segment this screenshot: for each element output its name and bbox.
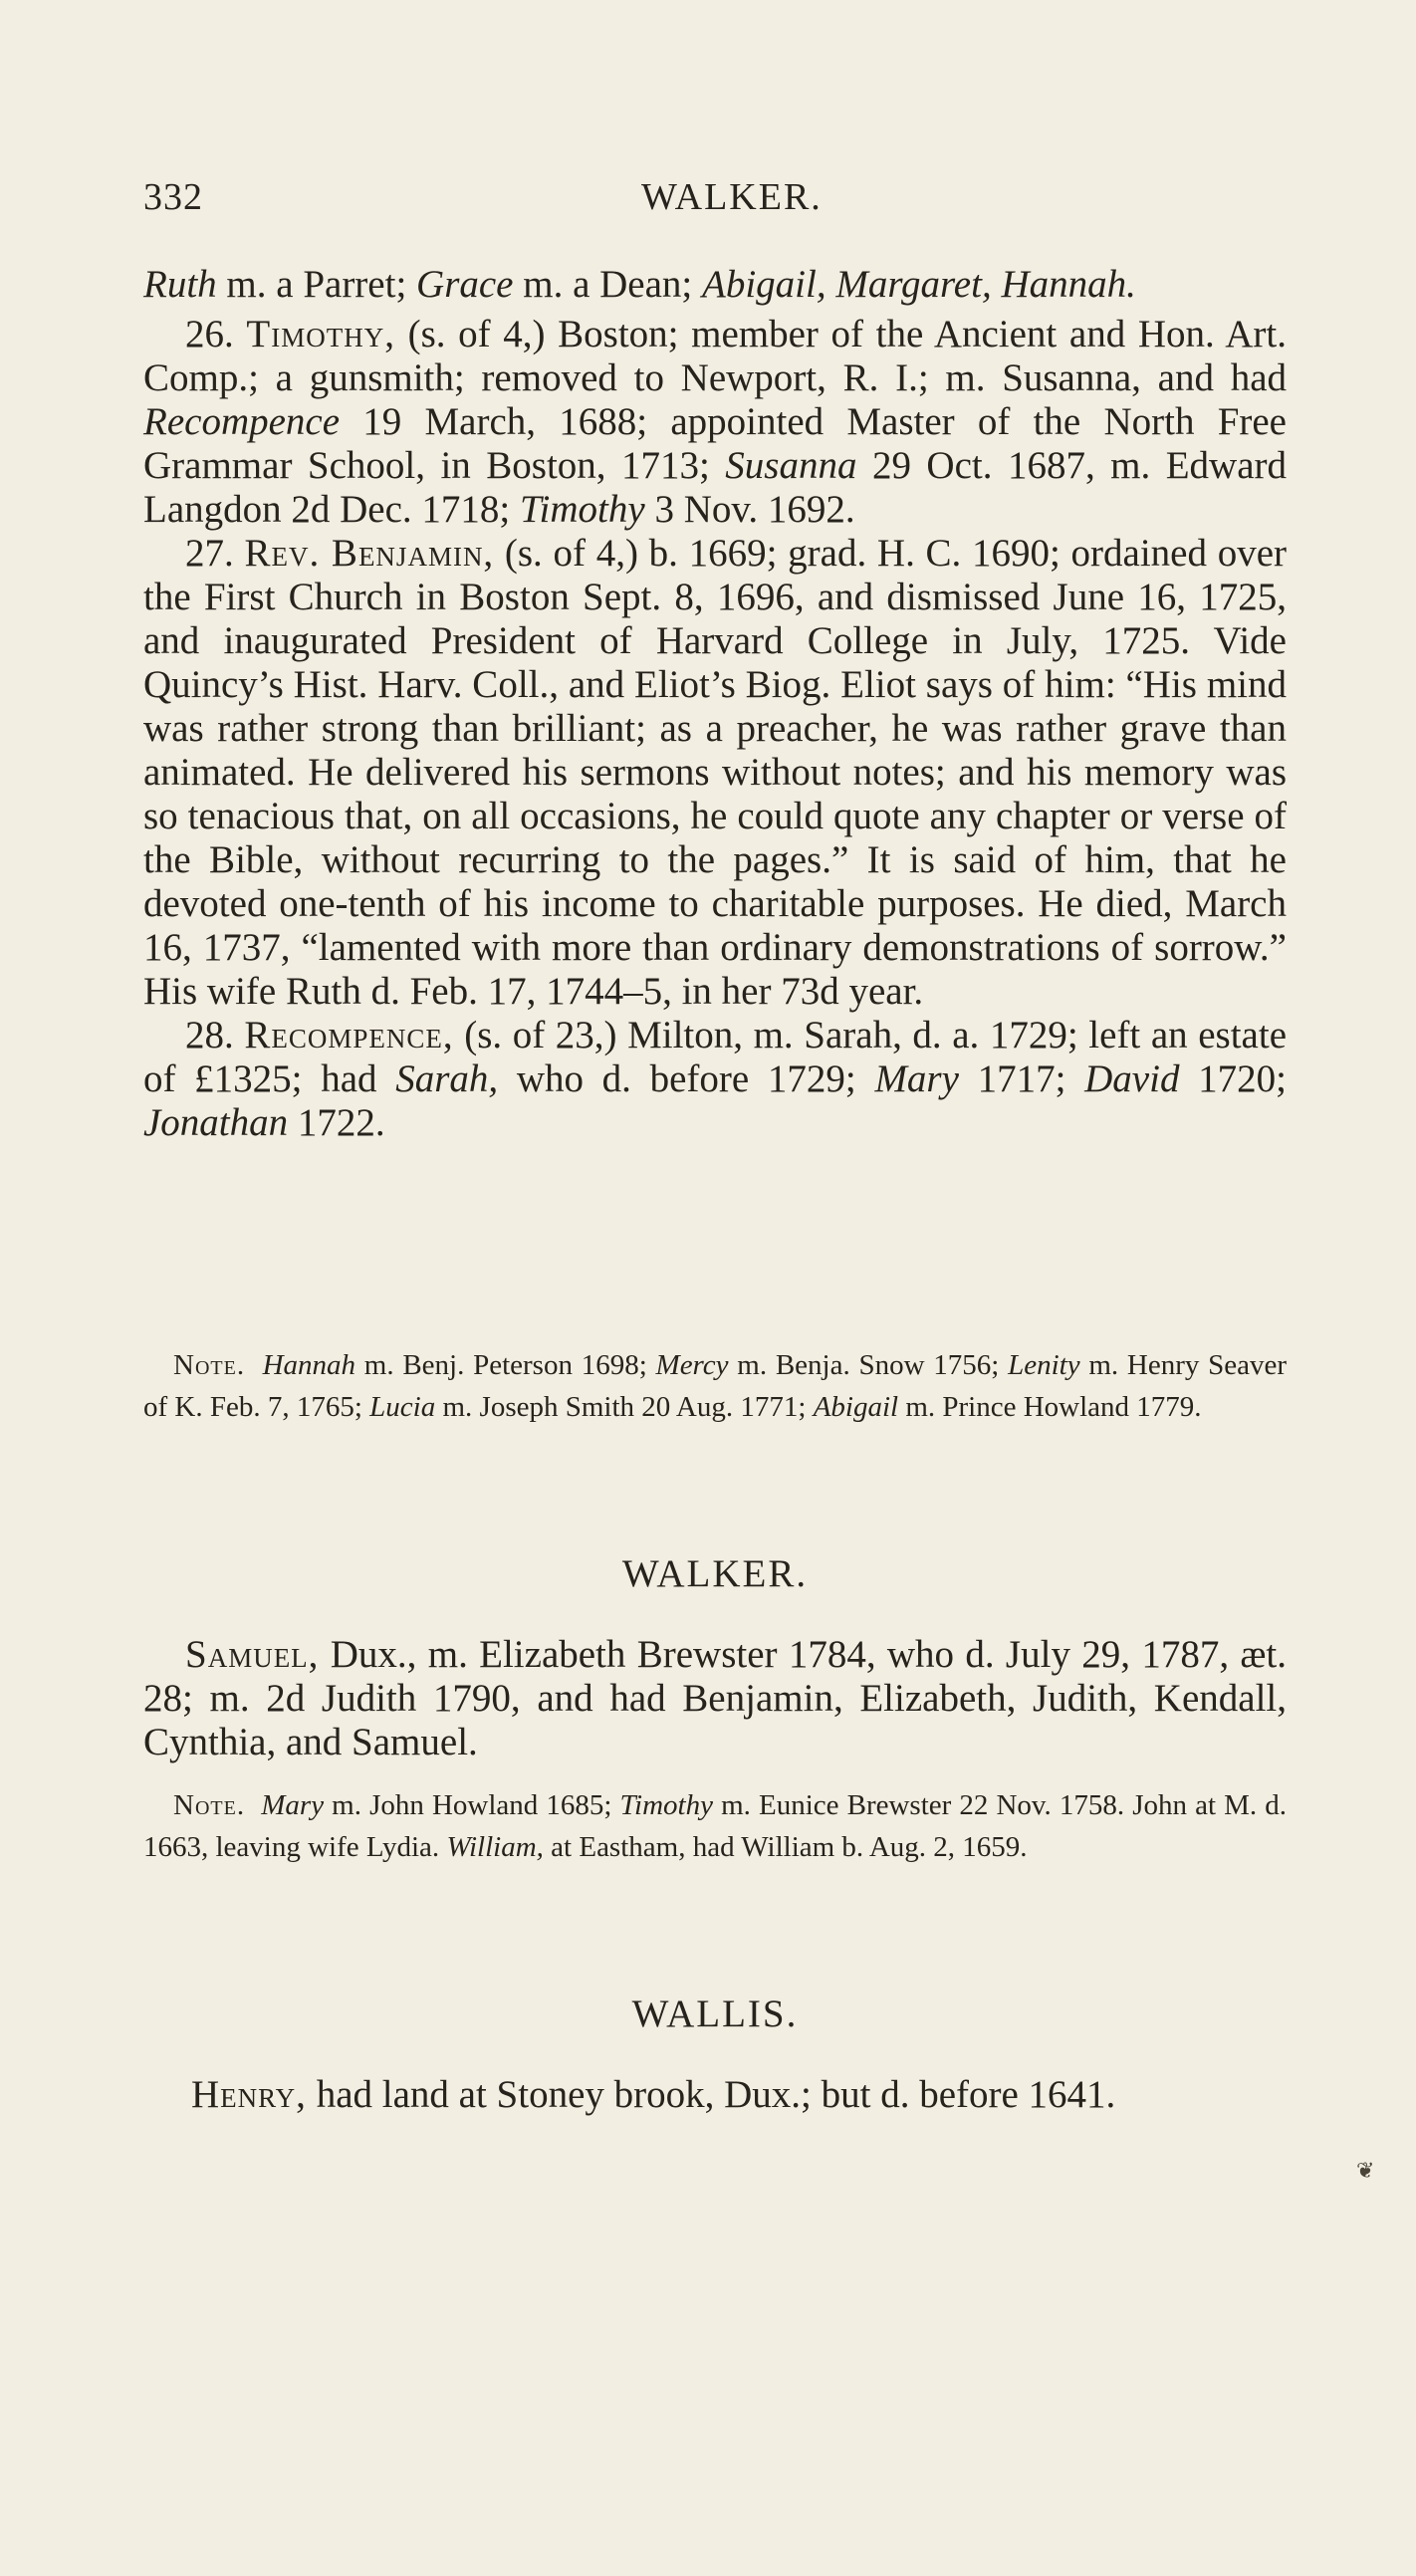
note-name: Abigail <box>813 1391 899 1423</box>
text-span: 19 March, 1688; appointed Master of the North Free Grammar School, in Boston, 1713; <box>143 400 1287 487</box>
stray-printer-mark: ❦ <box>1356 2158 1375 2183</box>
note-name: Hannah <box>262 1349 356 1381</box>
paragraph-26 <box>143 313 1287 532</box>
main-text <box>143 263 1287 1145</box>
section-heading-walker: WALKER. <box>621 1552 809 1595</box>
entry-number: 27. <box>185 532 245 575</box>
paragraph-samuel <box>143 1633 1287 1764</box>
note-paragraph <box>143 1344 1287 1428</box>
entry-name: Recompence, <box>244 1014 454 1056</box>
note-name: Lucia <box>369 1391 436 1423</box>
text-span: m. Benj. Peterson 1698; <box>355 1349 656 1381</box>
section-heading-wallis: WALLIS. <box>631 1992 799 2035</box>
text-span: Dux., m. Elizabeth Brewster 1784, who d. July 29, 1787, æt. 28; m. 2d Judith 1790, and had Benjamin, Elizabeth, Judith, Kendall, Cynthia, and Samuel. <box>143 1633 1287 1763</box>
running-title: WALKER. <box>641 176 823 218</box>
child-name: Mary <box>874 1057 959 1100</box>
paragraph-28 <box>143 1014 1287 1145</box>
entry-name: Rev. Benjamin, <box>244 532 495 575</box>
text-span: m. Benja. Snow 1756; <box>728 1349 1009 1381</box>
text-span: (s. of 23,) Milton, m. Sarah, d. a. 1729; left an estate of £1325; had <box>143 1014 1287 1100</box>
note-paragraph <box>143 1784 1287 1868</box>
entry-number: 26. <box>185 313 247 355</box>
names-abigail-margaret-hannah: Abigail, Margaret, Hannah. <box>702 263 1136 306</box>
text-span: (s. of 4,) b. 1669; grad. H. C. 1690; ordained over the First Church in Boston Sept. 8, 1696, and dismissed June 16, 1725, and inaugurated President of Harvard College in July, 1725. Vide Quincy’s Hist. Harv. Coll., and Eliot’s Biog. Eliot says of him: “His mind was rather strong than brilliant; as a preacher, he was rather grave than animated. He delivered his sermons without notes; and his memory was so tenacious that, on all occasions, he could quote any chapter or verse of the Bible, without recurring to the pages.” It is said of him, that he devoted one-tenth of his income to charitable purposes. He died, March 16, 1737, “lamented with more than ordinary demonstrations of sorrow.” His wife Ruth d. Feb. 17, 1744–5, in her 73d year. <box>143 532 1287 1013</box>
text-span: m. Eunice Brewster 22 Nov. 1758. John at M. d. 1663, leaving wife Lydia. <box>143 1789 1287 1863</box>
note-2 <box>143 1784 1287 1868</box>
paragraph-ruth <box>143 263 1287 307</box>
text-span: m. John Howland 1685; <box>324 1789 620 1821</box>
name-ruth: Ruth <box>143 263 217 306</box>
note-name: William, <box>446 1831 544 1863</box>
child-name: Timothy <box>520 488 645 531</box>
text-span: 29 Oct. 1687, m. Edward Langdon 2d Dec. 1718; <box>143 444 1287 531</box>
text-span: had land at Stoney brook, Dux.; but d. before 1641. <box>306 2073 1116 2116</box>
entry-name: Henry, <box>191 2073 307 2116</box>
child-name: Sarah, <box>395 1057 499 1100</box>
section-wallis-body <box>191 2073 1287 2117</box>
child-name: Susanna <box>725 444 857 487</box>
text-span: 1720; <box>1179 1057 1287 1100</box>
page-number: 332 <box>143 176 203 218</box>
note-name: Lenity <box>1008 1349 1080 1381</box>
text-span: m. Henry Seaver of K. Feb. 7, 1765; <box>143 1349 1287 1423</box>
paragraph-27 <box>143 532 1287 1014</box>
name-grace: Grace <box>416 263 514 306</box>
note-name: Mary <box>261 1789 325 1821</box>
page-header <box>143 175 1287 227</box>
note-name: Timothy <box>619 1789 713 1821</box>
text-span: 1722. <box>288 1101 385 1144</box>
text-span: (s. of 4,) Boston; member of the Ancient and Hon. Art. Comp.; a gunsmith; removed to Newport, R. I.; m. Susanna, and had <box>143 313 1287 399</box>
text-span: m. a Parret; <box>216 263 417 306</box>
text-span: m. a Dean; <box>513 263 703 306</box>
note-label: Note. <box>173 1789 246 1821</box>
entry-name: Timothy, <box>246 313 395 355</box>
note-1 <box>143 1344 1287 1428</box>
entry-number: 28. <box>185 1014 245 1056</box>
text-span: who d. before 1729; <box>498 1057 875 1100</box>
text-span: 1717; <box>958 1057 1085 1100</box>
child-name: Jonathan <box>143 1101 289 1144</box>
note-label: Note. <box>173 1349 246 1381</box>
text-span: m. Joseph Smith 20 Aug. 1771; <box>435 1391 814 1423</box>
section-walker-body <box>143 1633 1287 1764</box>
text-span: 3 Nov. 1692. <box>644 488 855 531</box>
entry-name: Samuel, <box>185 1633 320 1676</box>
text-span: m. Prince Howland 1779. <box>898 1391 1202 1423</box>
child-name: Recompence <box>143 400 341 443</box>
child-name: David <box>1084 1057 1180 1100</box>
note-name: Mercy <box>655 1349 729 1381</box>
text-span: at Eastham, had William b. Aug. 2, 1659. <box>543 1831 1028 1863</box>
